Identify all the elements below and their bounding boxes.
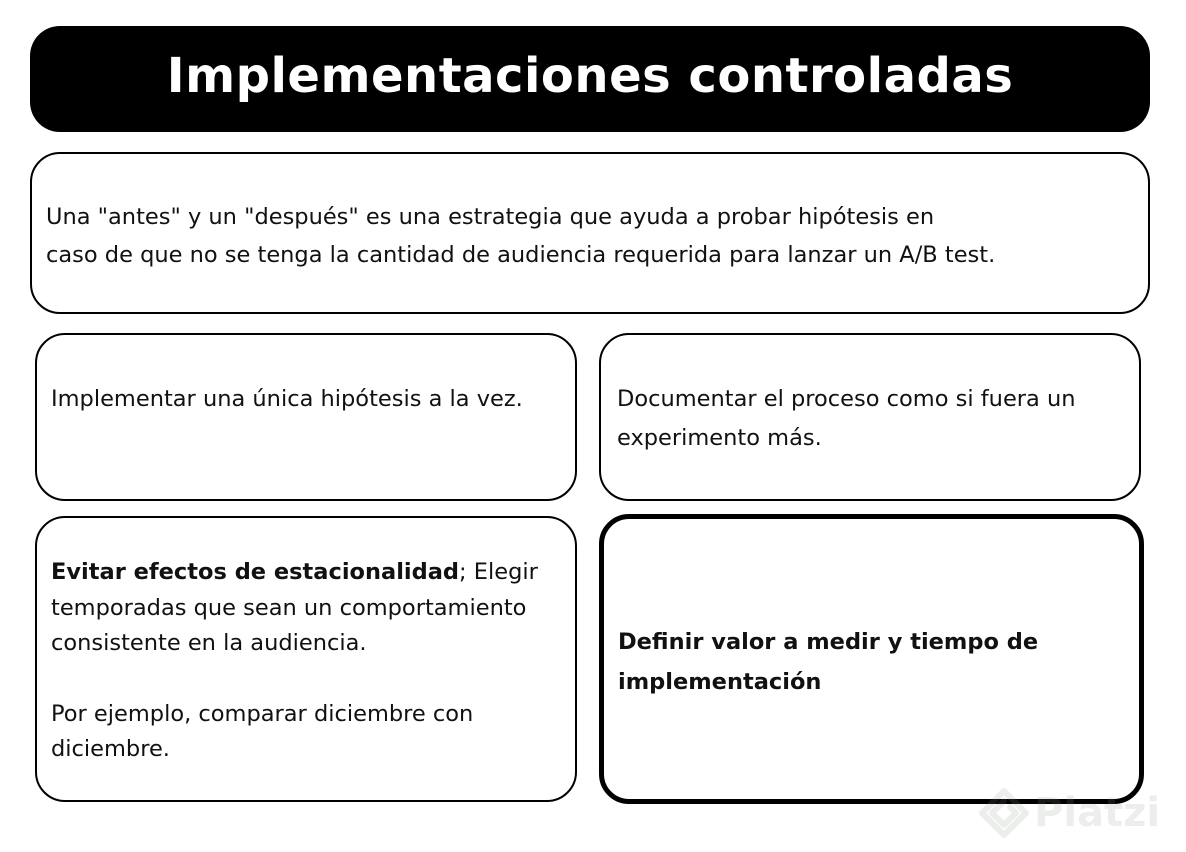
seasonality-card: [35, 516, 577, 802]
title-banner: [30, 26, 1150, 132]
define-value-card: [599, 514, 1144, 804]
intro-text-line-1: Una "antes" y un "después" es una estrategia que ayuda a probar hipótesis en: [46, 204, 935, 230]
intro-text-line-2: caso de que no se tenga la cantidad de audiencia requerida para lanzar un A/B test.: [46, 242, 996, 268]
define-value-text: Definir valor a medir y tiempo de implementación: [618, 629, 1039, 695]
single-hypothesis-card: [35, 333, 577, 501]
seasonality-example: Por ejemplo, comparar diciembre con diciembre.: [51, 700, 474, 762]
seasonality-heading: Evitar efectos de estacionalidad: [51, 559, 460, 585]
single-hypothesis-text: Implementar una única hipótesis a la vez.: [51, 386, 523, 412]
page-title: Implementaciones controladas: [166, 48, 1014, 104]
platzi-watermark: [978, 778, 1186, 848]
seasonality-text: [51, 555, 563, 662]
document-process-text: Documentar el proceso como si fuera un experimento más.: [617, 386, 1076, 451]
platzi-logo-icon: [978, 787, 1030, 839]
platzi-watermark-text: Platzi: [1034, 790, 1161, 836]
document-process-card: [599, 333, 1141, 501]
seasonality-description: ; Elegir temporadas que sean un comportamiento consistente en la audiencia.: [51, 559, 538, 656]
intro-card: [30, 152, 1150, 314]
